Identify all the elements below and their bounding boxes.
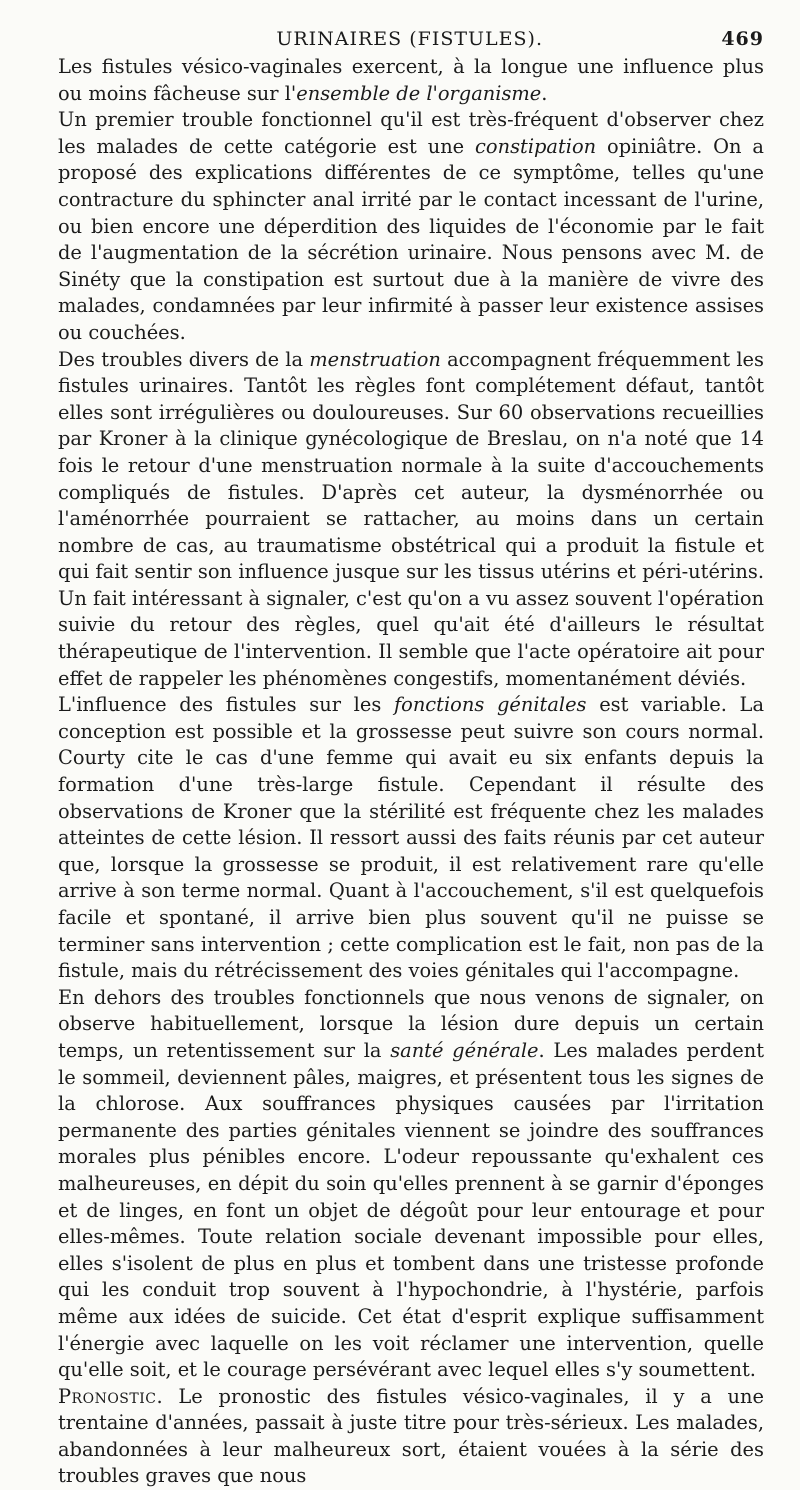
paragraph-menstruation: Des troubles divers de la menstruation accompagnent fréquemment les fistules urinaires. Tantôt les règles font complétement défaut, tantôt elles sont irrégulières ou douloureuses. Sur 60 observations recueillies par Kroner à la clinique gynécologique de Breslau, on n'a noté que 14 fois le retour d'une menstruation normale à la suite d'accouchements compliqués de fistules. D'après cet auteur, la dysménorrhée ou l'aménorrhée pourraient se rattacher, au moins dans un certain nombre de cas, au traumatisme obstétrical qui a produit la fistule et qui fait sentir son influence jusque sur les tissus utérins et péri-utérins. Un fait intéressant à signaler, c'est qu'on a vu assez souvent l'opération suivie du retour des règles, quel qu'ait été d'ailleurs le résultat thérapeutique de l'intervention. Il semble que l'acte opératoire ait pour effet de rappeler les phénomènes congestifs, momentanément déviés.: [58, 347, 764, 690]
paragraph-sante-generale: En dehors des troubles fonctionnels que nous venons de signaler, on observe habituellement, lorsque la lésion dure depuis un certain temps, un retentissement sur la santé générale. Les malades perdent le sommeil, deviennent pâles, maigres, et présentent tous les signes de la chlorose. Aux souffrances physiques causées par l'irritation permanente des parties génitales viennent se joindre des souffrances morales plus pénibles encore. L'odeur repoussante qu'exhalent ces malheureuses, en dépit du soin qu'elles prennent à se garnir d'éponges et de linges, en font un objet de dégoût pour leur entourage et pour elles-mêmes. Toute relation sociale devenant impossible pour elles, elles s'isolent de plus en plus et tombent dans une tristesse profonde qui les conduit trop souvent à l'hypochondrie, à l'hystérie, parfois même aux idées de suicide. Cet état d'esprit explique suffisamment l'énergie avec laquelle on les voit réclamer une intervention, quelle qu'elle soit, et le courage persévérant avec lequel elles s'y soumettent.: [58, 985, 764, 1382]
body-text: [58, 54, 764, 1490]
running-title: URINAIRES (FISTULES).: [276, 28, 543, 50]
running-head: [58, 28, 764, 50]
paragraph-constipation: Un premier trouble fonctionnel qu'il est très-fréquent d'observer chez les malades de cette catégorie est une constipation opiniâtre. On a proposé des explications différentes de ce symptôme, telles qu'une contracture du sphincter anal irrité par le contact incessant de l'urine, ou bien encore une déperdition des liquides de l'économie par le fait de l'augmentation de la sécrétion urinaire. Nous pensons avec M. de Sinéty que la constipation est surtout due à la manière de vivre des malades, condamnées par leur infirmité à passer leur existence assises ou couchées.: [58, 108, 764, 344]
paragraph-fonctions-genitales: L'influence des fistules sur les fonctions génitales est variable. La conception est possible et la grossesse peut suivre son cours normal. Courty cite le cas d'une femme qui avait eu six enfants depuis la formation d'une très-large fistule. Cependant il résulte des observations de Kroner que la stérilité est fréquente chez les malades atteintes de cette lésion. Il ressort aussi des faits réunis par cet auteur que, lorsque la grossesse se produit, il est relativement rare qu'elle arrive à son terme normal. Quant à l'accouchement, s'il est quelquefois facile et spontané, il arrive bien plus souvent qu'il ne puisse se terminer sans intervention ; cette complication est le fait, non pas de la fistule, mais du rétrécissement des voies génitales qui l'accompagne.: [58, 693, 764, 983]
paragraph-organisme: Les fistules vésico-vaginales exercent, à la longue une influence plus ou moins fâcheuse sur l'ensemble de l'organisme.: [58, 55, 764, 105]
page-number: 469: [721, 28, 764, 50]
paragraph-pronostic: Pronostic. Le pronostic des fistules vésico-vaginales, il y a une trentaine d'années, passait à juste titre pour très-sérieux. Les malades, abandonnées à leur malheureux sort, étaient vouées à la série des troubles graves que nous: [58, 1384, 764, 1488]
section-heading-pronostic: Pronostic: [58, 1384, 157, 1408]
